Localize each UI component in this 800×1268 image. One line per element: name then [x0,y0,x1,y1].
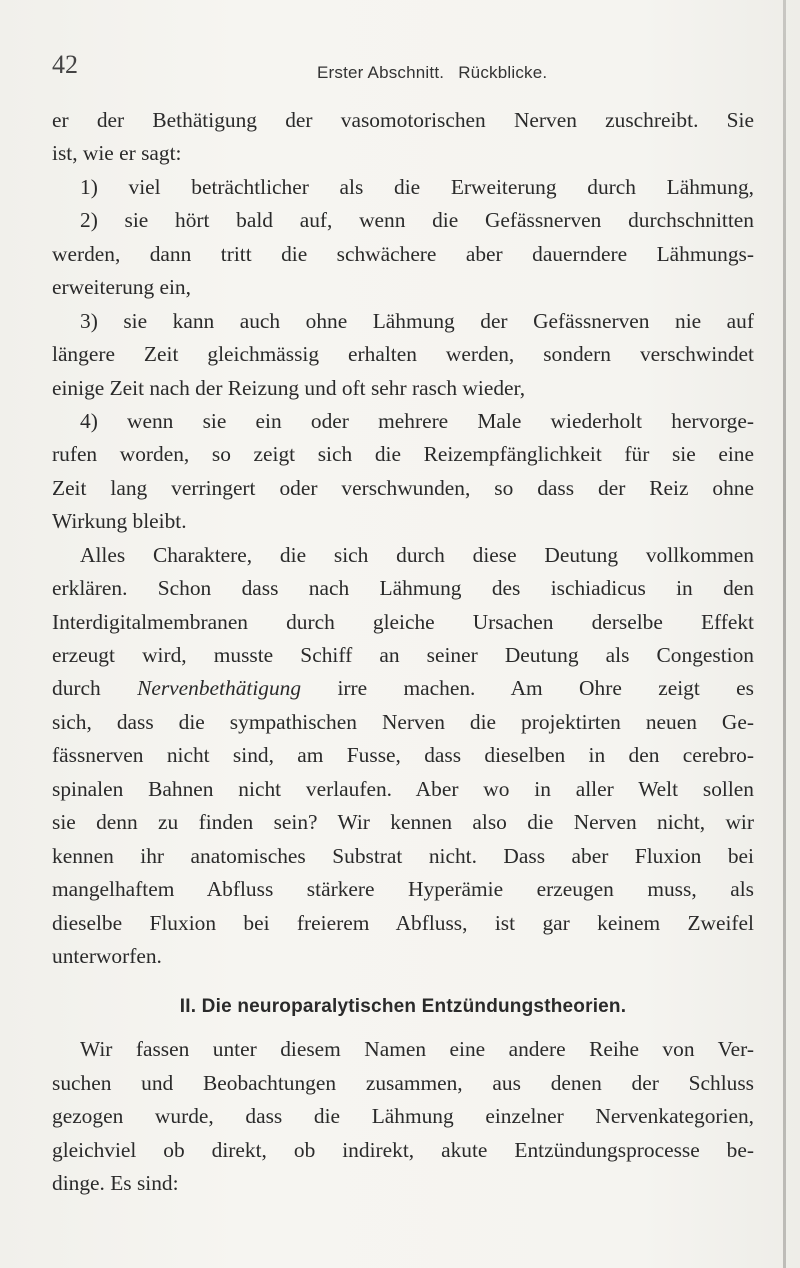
list-item-3: 3) sie kann auch ohne Lähmung der Gefässnerven nie auf [80,308,754,333]
body-text [52,104,754,1201]
text-line: mangelhaftem Abfluss stärkere Hyperämie erzeugen muss, als [52,877,754,902]
running-head-chapter: Rückblicke. [458,63,548,82]
text-line: dieselbe Fluxion bei freierem Abfluss, ist gar keinem Zweifel [52,910,754,935]
text-line: gezogen wurde, dass die Lähmung einzelner Nervenkategorien, [52,1104,754,1129]
text-line: erweiterung ein, [52,275,191,300]
text-line: er der Bethätigung der vasomotorischen Nerven zuschreibt. Sie [52,108,754,132]
text-line: Zeit lang verringert oder verschwunden, so dass der Reiz ohne [52,475,754,500]
running-head [317,63,547,83]
text-line: sie denn zu finden sein? Wir kennen also die Nerven nicht, wir [52,810,754,835]
paragraph-start: Wir fassen unter diesem Namen eine andere Reihe von Ver- [80,1037,754,1062]
list-item-2: 2) sie hört bald auf, wenn die Gefässnerven durchschnitten [80,208,754,233]
paragraph-start: Alles Charaktere, die sich durch diese Deutung vollkommen [80,542,754,567]
text-line: kennen ihr anatomisches Substrat nicht. Dass aber Fluxion bei [52,843,754,868]
text-line: unterworfen. [52,943,162,968]
text-fragment: durch [52,676,138,701]
text-line: suchen und Beobachtungen zusammen, aus denen der Schluss [52,1070,754,1095]
section-heading: II. Die neuroparalytischen Entzündungstheorien. [179,996,627,1018]
text-line: einige Zeit nach der Reizung und oft sehr rasch wieder, [52,375,526,400]
text-line: Wirkung bleibt. [52,509,187,534]
text-line: rufen worden, so zeigt sich die Reizempfänglichkeit für sie eine [52,442,754,467]
text-line: erzeugt wird, musste Schiff an seiner Deutung als Congestion [52,643,754,667]
text-line: Interdigitalmembranen durch gleiche Ursachen derselbe Effekt [52,609,754,634]
text-line: werden, dann tritt die schwächere aber dauerndere Lähmungs- [52,241,754,266]
text-fragment: irre machen. Am Ohre zeigt es [301,676,754,701]
page-number: 42 [52,50,78,79]
italic-term: Nervenbethätigung [137,676,302,701]
list-item-1: 1) viel beträchtlicher als die Erweiterung durch Lähmung, [80,174,754,199]
text-line: sich, dass die sympathischen Nerven die projektirten neuen Ge- [52,709,754,734]
text-line: dinge. Es sind: [52,1171,179,1196]
text-line: längere Zeit gleichmässig erhalten werden, sondern verschwindet [52,342,754,367]
text-line-italic [52,672,754,705]
text-line: ist, wie er sagt: [52,141,182,166]
text-line: spinalen Bahnen nicht verlaufen. Aber wo in aller Welt sollen [52,776,754,801]
text-line: erklären. Schon dass nach Lähmung des ischiadicus in den [52,576,754,601]
text-line: fässnerven nicht sind, am Fusse, dass dieselben in den cerebro- [52,743,754,768]
text-line: gleichviel ob direkt, ob indirekt, akute Entzündungsprocesse be- [52,1137,754,1162]
list-item-4: 4) wenn sie ein oder mehrere Male wiederholt hervorge- [80,408,754,433]
page-header [52,50,752,90]
running-head-section: Erster Abschnitt. [317,63,445,82]
page-edge [783,0,786,1268]
